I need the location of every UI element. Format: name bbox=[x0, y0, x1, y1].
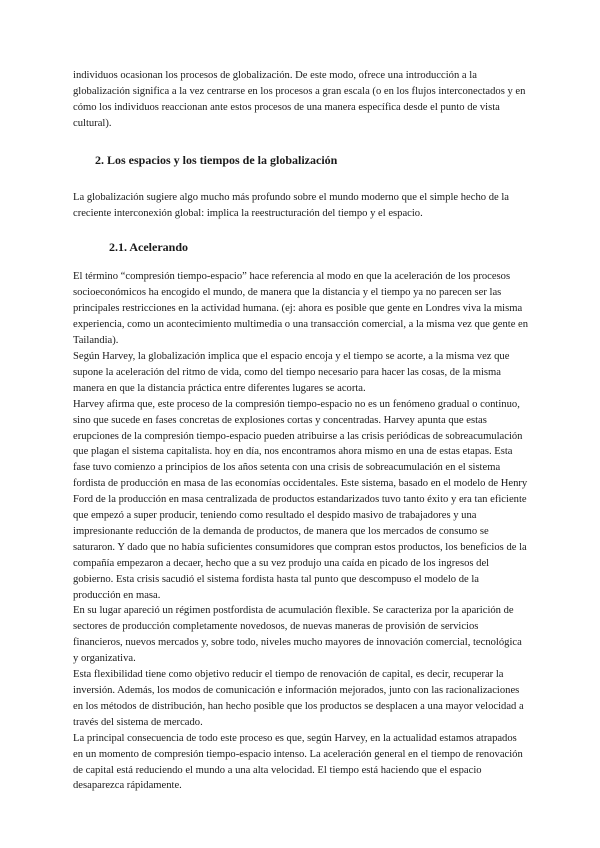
subsection-heading: 2.1. Acelerando bbox=[109, 240, 188, 255]
intro-paragraph: individuos ocasionan los procesos de globalización. De este modo, ofrece una introducción a la globalización significa a la vez centrarse en los procesos a gran escala (o en los flujos interconectados y en cómo los individuos reaccionan ante estos procesos de una manera específica desde el punto de vista cultural). bbox=[73, 70, 526, 129]
section-lead-paragraph: La globalización sugiere algo mucho más profundo sobre el mundo moderno que el simple hecho de la creciente interconexión global: implica la reestructuración del tiempo y el espacio. bbox=[73, 191, 509, 219]
body-paragraph-6: La principal consecuencia de todo este proceso es que, según Harvey, en la actualidad estamos atrapados en un momento de compresión tiempo-espacio intenso. La aceleración general en el tiempo de renovación de capital está reduciendo el mundo a una alta velocidad. El tiempo está haciendo que el espacio desaparezca rápidamente. bbox=[73, 732, 523, 792]
page-content bbox=[73, 68, 529, 794]
body-paragraph-3: Harvey afirma que, este proceso de la compresión tiempo-espacio no es un fenómeno gradual o continuo, sino que sucede en fases concretas de explosiones cortas y concentradas. Harvey apunta que estas erupciones de la compresión tiempo-espacio pueden atribuirse a las crisis periódicas de sobreacumulación que plagan el sistema capitalista. hoy en día, nos encontramos ahora mismo en una de estas etapas. Esta fase tuvo comienzo a principios de los años setenta con una crisis de sobreacumulación en el sistema fordista de producción en masa de las economías occidentales. Este sistema, basado en el modelo de Henry Ford de la producción en masa centralizada de productos estandarizados tuvo tanto éxito y era tan eficiente que empezó a super producir, teniendo como resultado el despido masivo de trabajadores y una impresionante reducción de la demanda de productos, de manera que los mercados de consumo se saturaron. Y dado que no había suficientes consumidores que compran estos productos, los beneficios de la compañía empezaron a decaer, hecho que a su vez produjo una caída en picado de los ingresos del gobierno. Esta crisis sacudió el sistema fordista hasta tal punto que descompuso el modelo de la producción en masa. bbox=[73, 398, 528, 601]
body-paragraph-2: Según Harvey, la globalización implica que el espacio encoja y el tiempo se acorte, a la misma vez que supone la aceleración del ritmo de vida, como del tiempo necesario para hacer las cosas, de la misma manera en que la distancia práctica entre diferentes lugares se acorta. bbox=[73, 350, 510, 394]
body-paragraph-5: Esta flexibilidad tiene como objetivo reducir el tiempo de renovación de capital, es decir, recuperar la inversión. Además, los modos de comunicación e información mejorados, junto con las racionalizaciones en los métodos de distribución, han hecho posible que los productos se desplacen a una mayor velocidad a través del sistema de mercado. bbox=[73, 669, 524, 728]
body-paragraph-4: En su lugar apareció un régimen postfordista de acumulación flexible. Se caracteriza por la aparición de sectores de producción completamente novedosos, de nuevas maneras de provisión de servicios financieros, nuevos mercados y, sobre todo, niveles mucho mayores de innovación comercial, tecnológica y organizativa. bbox=[73, 605, 522, 665]
section-heading: 2. Los espacios y los tiempos de la globalización bbox=[95, 152, 338, 167]
body-paragraph-1: El término “compresión tiempo-espacio” hace referencia al modo en que la aceleración de los procesos socioeconómicos ha encogido el mundo, de manera que la distancia y el tiempo ya no parecen ser las principales restricciones en la actividad humana. (ej: ahora es posible que gente en Londres viva la misma experiencia, como un acontecimiento multimedia o una transacción comercial, a la misma vez que gente en Tailandia). bbox=[73, 271, 529, 347]
